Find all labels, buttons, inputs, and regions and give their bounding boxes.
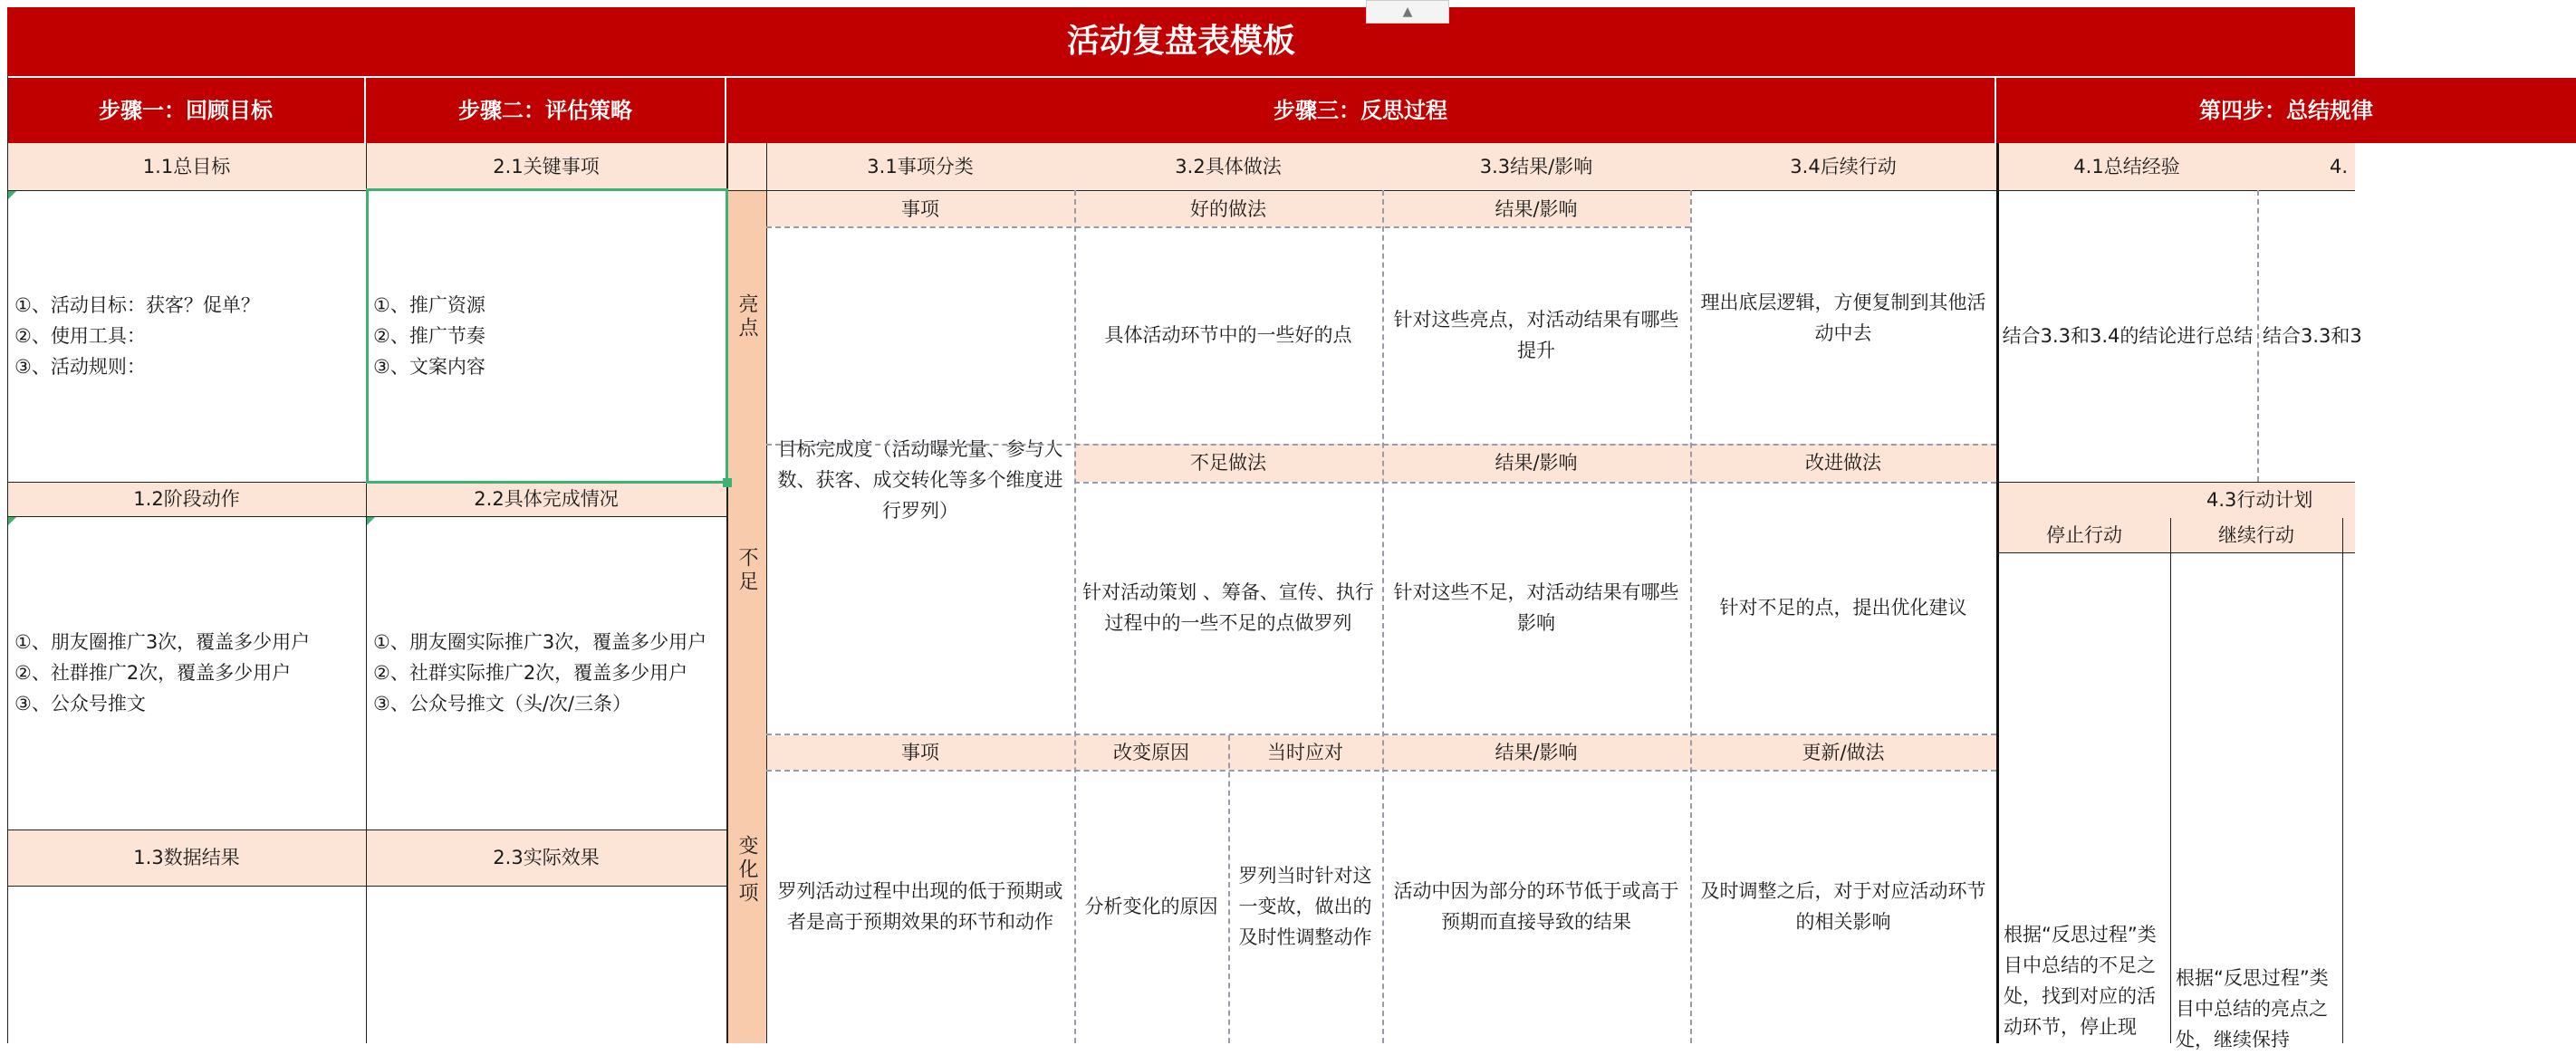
change-response-cell[interactable]: 罗列当时针对这一变故，做出的及时性调整动作: [1238, 865, 1372, 948]
dashed-line: [1074, 190, 1076, 1043]
next-action-header: [2342, 518, 2355, 552]
side-label-shortfall: 不足: [726, 444, 766, 697]
c-update-header: 更新/做法: [1690, 735, 1996, 770]
highlight-result-cell[interactable]: 针对这些亮点，对活动结果有哪些提升: [1393, 309, 1679, 361]
grid-line: [1996, 482, 2355, 483]
fill-handle[interactable]: [723, 478, 732, 487]
sub-3-2: 3.2具体做法: [1074, 143, 1382, 190]
change-item-cell[interactable]: 罗列活动过程中出现的低于预期或者是高于预期效果的环节和动作: [777, 880, 1063, 933]
grid-line: [7, 886, 726, 887]
sub-3-1: 3.1事项分类: [766, 143, 1074, 190]
dashed-line: [1382, 190, 1384, 1043]
sub-2-2: 2.2具体完成情况: [366, 482, 726, 516]
continue-action-header: 继续行动: [2170, 518, 2342, 552]
sub-3-3: 3.3结果/影响: [1382, 143, 1690, 190]
shortfall-result-cell[interactable]: 针对这些不足，对活动结果有哪些影响: [1393, 581, 1679, 634]
step-2-header: 步骤二：评估策略: [366, 76, 726, 143]
bad-practice-header: 不足做法: [1074, 444, 1382, 482]
sheet-title: 活动复盘表模板: [7, 7, 2355, 76]
data-result-cell[interactable]: [7, 886, 366, 1043]
dashed-line: [2257, 190, 2259, 482]
grid-line: [7, 76, 8, 1043]
completion-cell[interactable]: ①、朋友圈实际推广3次，覆盖多少用户 ②、社群实际推广2次，覆盖多少用户 ③、公众号推文（头/次/三条）: [373, 631, 707, 715]
dashed-line: [766, 226, 1690, 228]
item-desc-cell[interactable]: 目标完成度（活动曝光量、参与人数、获客、成交转化等多个维度进行罗列）: [777, 438, 1063, 522]
grid-line: [2170, 518, 2171, 1043]
c-item-header: 事项: [766, 735, 1074, 770]
sub-2-1: 2.1关键事项: [366, 143, 726, 190]
step-3-header: 步骤三：反思过程: [726, 76, 1996, 143]
improve-header: 改进做法: [1690, 444, 1996, 482]
followup-cell[interactable]: 理出底层逻辑，方便复制到其他活动中去: [1700, 292, 1986, 344]
comment-marker: [8, 517, 16, 525]
side-label-highlight: 亮点: [726, 190, 766, 444]
grid-line: [1996, 143, 1999, 1043]
h-good-header: 好的做法: [1074, 192, 1382, 226]
c-reason-header: 改变原因: [1074, 735, 1228, 770]
continue-action-cell[interactable]: 根据“反思过程”类目中总结的亮点之处，继续保持: [2176, 967, 2329, 1050]
stage-actions-cell[interactable]: ①、朋友圈推广3次，覆盖多少用户 ②、社群推广2次，覆盖多少用户 ③、公众号推文: [14, 631, 311, 715]
dashed-line: [1074, 482, 1996, 484]
change-update-cell[interactable]: 及时调整之后，对于对应活动环节的相关影响: [1700, 880, 1986, 933]
h-item-header: 事项: [766, 192, 1074, 226]
sub-2-3: 2.3实际效果: [366, 830, 726, 886]
stop-action-cell[interactable]: 根据“反思过程”类目中总结的不足之处，找到对应的活动环节，停止现: [2004, 924, 2157, 1038]
c-result-header: 结果/影响: [1382, 735, 1690, 770]
bad-practice-cell[interactable]: 针对活动策划 、筹备、宣传、执行过程中的一些不足的点做罗列: [1082, 581, 1374, 634]
dashed-line: [1228, 735, 1230, 1043]
sub-3-4: 3.4后续行动: [1690, 143, 1996, 190]
sub-4-1: 4.1总结经验: [1996, 143, 2257, 190]
dashed-line: [766, 444, 1996, 446]
change-reason-cell[interactable]: 分析变化的原因: [1084, 896, 1218, 917]
total-goal-cell[interactable]: ①、活动目标：获客？促单？ ②、使用工具： ③、活动规则：: [14, 294, 260, 378]
sub-blank: [726, 143, 766, 190]
step-4-header: 第四步：总结规律: [1996, 76, 2576, 143]
s-result-header: 结果/影响: [1382, 444, 1690, 482]
dashed-line: [766, 734, 1996, 735]
side-label-change: 变化项: [726, 697, 766, 1043]
grid-line: [2342, 518, 2343, 1043]
selected-cell-border: [366, 188, 728, 484]
improve-cell[interactable]: 针对不足的点，提出优化建议: [1719, 597, 1967, 619]
collapse-arrow-icon[interactable]: ▲: [1366, 0, 1449, 24]
sub-1-3: 1.3数据结果: [7, 830, 366, 886]
h-result-header: 结果/影响: [1382, 192, 1690, 226]
grid-line: [766, 143, 767, 1043]
sub-1-1: 1.1总目标: [7, 143, 366, 190]
experience-cell-2[interactable]: 结合3.3和3: [2263, 325, 2362, 347]
comment-marker: [8, 191, 16, 199]
good-practice-cell[interactable]: 具体活动环节中的一些好的点: [1104, 324, 1352, 346]
grid-line: [1996, 552, 2355, 553]
stop-action-header: 停止行动: [1998, 518, 2170, 552]
sub-4-2: 4.: [2257, 143, 2355, 190]
grid-line: [7, 190, 2355, 191]
actual-effect-cell[interactable]: [366, 886, 726, 1043]
experience-cell[interactable]: 结合3.3和3.4的结论进行总结: [2002, 325, 2254, 347]
sub-1-2: 1.2阶段动作: [7, 482, 366, 516]
change-result-cell[interactable]: 活动中因为部分的环节低于或高于预期而直接导致的结果: [1393, 880, 1679, 933]
comment-marker: [367, 517, 375, 525]
step-1-header: 步骤一：回顾目标: [7, 76, 366, 143]
c-response-header: 当时应对: [1228, 735, 1382, 770]
dashed-line: [766, 770, 1996, 772]
key-items-cell[interactable]: ①、推广资源 ②、推广节奏 ③、文案内容: [373, 294, 485, 378]
dashed-line: [1690, 190, 1692, 1043]
sub-4-3: 4.3行动计划: [1996, 482, 2355, 518]
